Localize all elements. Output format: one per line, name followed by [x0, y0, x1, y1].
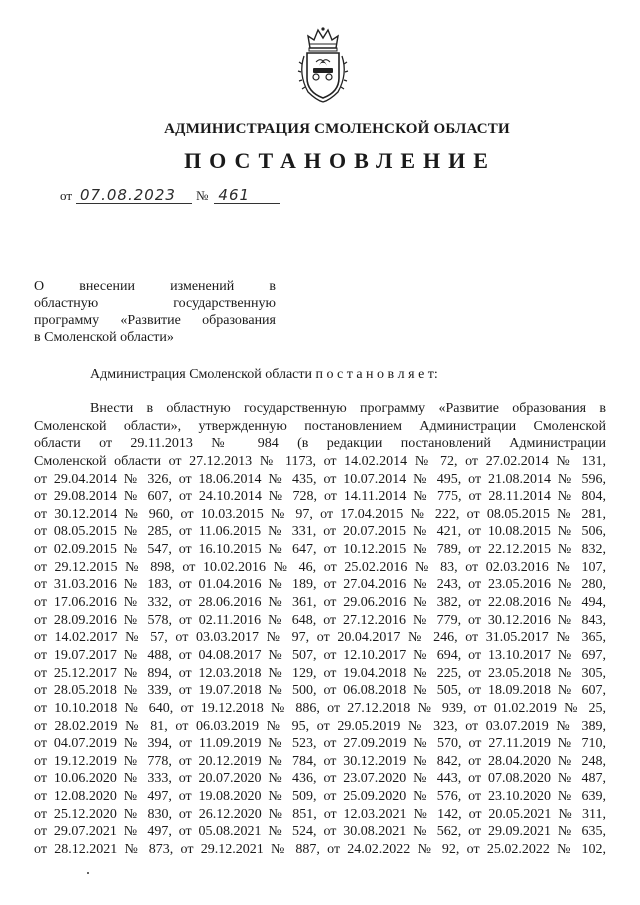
subject-line: в Смоленской области»: [34, 330, 174, 345]
body-line: от 04.07.2019 № 394, от 11.09.2019 № 523, от 27.09.2019 № 570, от 27.11.2019 № 710,: [34, 736, 606, 752]
body-line: от 25.12.2017 № 894, от 12.03.2018 № 129, от 19.04.2018 № 225, от 23.05.2018 № 305,: [34, 665, 606, 681]
body-line: от 19.07.2017 № 488, от 04.08.2017 № 507, от 12.10.2017 № 694, от 13.10.2017 № 697,: [34, 647, 606, 663]
subject-line: О внесении изменений в: [34, 279, 276, 294]
registration-line: [60, 188, 280, 204]
subject-line: программу «Развитие образования: [34, 313, 276, 328]
body-line: Смоленской области от 27.12.2013 № 1173, от 14.02.2014 № 72, от 27.02.2014 № 131,: [34, 453, 606, 469]
body-line: от 29.07.2021 № 497, от 05.08.2021 № 524, от 30.08.2021 № 562, от 29.09.2021 № 635,: [34, 824, 606, 840]
body-line: от 31.03.2016 № 183, от 01.04.2016 № 189, от 27.04.2016 № 243, от 23.05.2016 № 280,: [34, 577, 606, 593]
body-line: области от 29.11.2013 № 984 (в редакции постановлений Администрации: [34, 436, 606, 452]
body-line: от 10.06.2020 № 333, от 20.07.2020 № 436, от 23.07.2020 № 443, от 07.08.2020 № 487,: [34, 771, 606, 787]
body-line: от 08.05.2015 № 285, от 11.06.2015 № 331, от 20.07.2015 № 421, от 10.08.2015 № 506,: [34, 524, 606, 540]
body-line: от 25.12.2020 № 830, от 26.12.2020 № 851, от 12.03.2021 № 142, от 20.05.2021 № 311,: [34, 806, 606, 822]
number-label: №: [196, 188, 209, 203]
body-line: Внести в областную государственную программу «Развитие образования в: [90, 401, 606, 416]
body-line: от 12.08.2020 № 497, от 19.08.2020 № 509, от 25.09.2020 № 576, от 23.10.2020 № 639,: [34, 789, 606, 805]
document-body: [34, 400, 606, 859]
body-line: от 28.09.2016 № 578, от 02.11.2016 № 648, от 27.12.2016 № 779, от 30.12.2016 № 843,: [34, 612, 606, 628]
preamble: Администрация Смоленской области п о с т а н о в л я е т:: [90, 367, 438, 382]
body-line: от 14.02.2017 № 57, от 03.03.2017 № 97, от 20.04.2017 № 246, от 31.05.2017 № 365,: [34, 630, 606, 646]
document-subject: [34, 278, 276, 346]
body-line: от 17.06.2016 № 332, от 28.06.2016 № 361, от 29.06.2016 № 382, от 22.08.2016 № 494,: [34, 595, 606, 611]
scan-speck: [87, 872, 89, 874]
subject-line: областную государственную: [34, 296, 276, 311]
date-label: от: [60, 188, 73, 203]
body-line: от 28.02.2019 № 81, от 06.03.2019 № 95, от 29.05.2019 № 323, от 03.07.2019 № 389,: [34, 718, 606, 734]
body-line: от 29.04.2014 № 326, от 18.06.2014 № 435, от 10.07.2014 № 495, от 21.08.2014 № 596,: [34, 471, 606, 487]
body-line: от 28.05.2018 № 339, от 19.07.2018 № 500, от 06.08.2018 № 505, от 18.09.2018 № 607,: [34, 683, 606, 699]
document-type-title: ПОСТАНОВЛЕНИЕ: [184, 148, 496, 173]
body-line: от 19.12.2019 № 778, от 20.12.2019 № 784, от 30.12.2019 № 842, от 28.04.2020 № 248,: [34, 753, 606, 769]
handwritten-date: 07.08.2023: [76, 188, 192, 204]
body-line: Смоленской области», утвержденную постановлением Администрации Смоленской: [34, 418, 606, 434]
body-line: от 29.08.2014 № 607, от 24.10.2014 № 728, от 14.11.2014 № 775, от 28.11.2014 № 804,: [34, 489, 606, 505]
body-line: от 28.12.2021 № 873, от 29.12.2021 № 887, от 24.02.2022 № 92, от 25.02.2022 № 102,: [34, 842, 606, 858]
coat-of-arms-icon: [296, 26, 350, 104]
body-line: от 02.09.2015 № 547, от 16.10.2015 № 647, от 10.12.2015 № 789, от 22.12.2015 № 832,: [34, 542, 606, 558]
body-line: от 10.10.2018 № 640, от 19.12.2018 № 886, от 27.12.2018 № 939, от 01.02.2019 № 25,: [34, 700, 606, 716]
body-line: от 29.12.2015 № 898, от 10.02.2016 № 46, от 25.02.2016 № 83, от 02.03.2016 № 107,: [34, 559, 606, 575]
handwritten-number: 461: [214, 188, 280, 204]
organization-title: АДМИНИСТРАЦИЯ СМОЛЕНСКОЙ ОБЛАСТИ: [164, 121, 510, 137]
body-line: от 30.12.2014 № 960, от 10.03.2015 № 97, от 17.04.2015 № 222, от 08.05.2015 № 281,: [34, 506, 606, 522]
